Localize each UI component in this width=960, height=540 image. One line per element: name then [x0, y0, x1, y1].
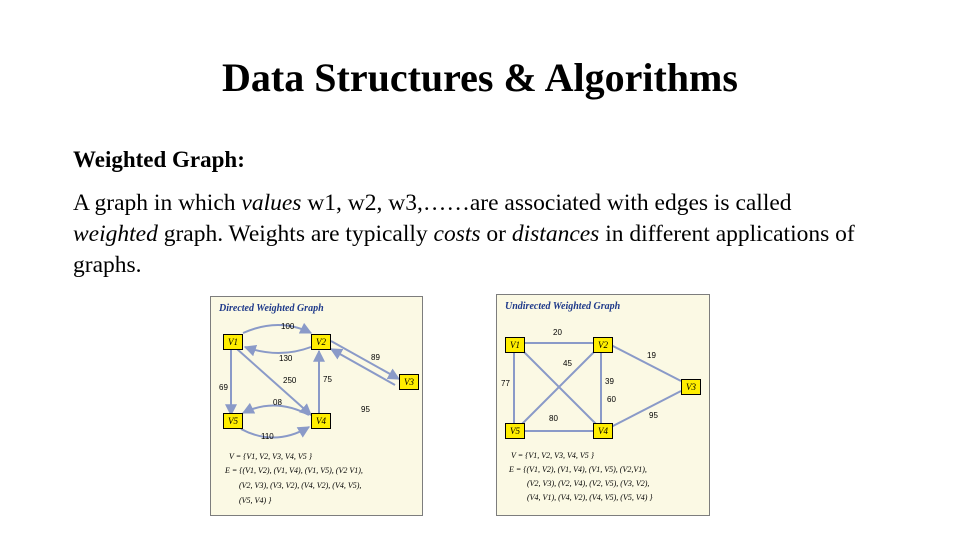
- edge-v3-v2: [331, 349, 395, 385]
- edge-v2-v3: [611, 345, 681, 381]
- edge-v4-v3: [611, 391, 681, 427]
- edge-set-line: (V2, V3), (V3, V2), (V4, V2), (V4, V5),: [239, 481, 362, 490]
- weight-label: 75: [323, 375, 332, 384]
- definition-paragraph: [73, 188, 873, 281]
- weight-label: 95: [361, 405, 370, 414]
- weight-label: 39: [605, 377, 614, 386]
- directed-graph-figure: [210, 296, 423, 516]
- edge-v2-v1: [245, 347, 311, 353]
- weight-label: 69: [219, 383, 228, 392]
- vertex-set: V = {V1, V2, V3, V4, V5 }: [511, 451, 594, 460]
- edge-set-line: (V4, V1), (V4, V2), (V4, V5), (V5, V4) }: [527, 493, 653, 502]
- edge-set-line: E = {(V1, V2), (V1, V4), (V1, V5), (V2,V1),: [509, 465, 647, 474]
- node-v4: V4: [593, 423, 613, 439]
- edge-v1-v2: [243, 325, 311, 333]
- weight-label: 19: [647, 351, 656, 360]
- para-emph-distances: distances: [511, 221, 600, 247]
- weight-label: 250: [283, 376, 297, 385]
- para-text-4: or: [480, 221, 512, 247]
- para-text-2: w1, w2, w3,……are associated with edges is called: [301, 190, 792, 216]
- weight-label: 80: [549, 414, 558, 423]
- weight-label: 60: [607, 395, 616, 404]
- vertex-set: V = {V1, V2, V3, V4, V5 }: [229, 452, 312, 461]
- edge-set-line: (V5, V4) }: [239, 496, 272, 505]
- edge-v1-v4: [523, 351, 597, 425]
- edge-v2-v5: [521, 351, 595, 425]
- node-v3: V3: [399, 374, 419, 390]
- para-text-1: A graph in which: [73, 190, 242, 216]
- weight-label: 89: [371, 353, 380, 362]
- node-v2: V2: [311, 334, 331, 350]
- weight-label: 08: [273, 398, 282, 407]
- node-v5: V5: [223, 413, 243, 429]
- edge-v5-v4: [241, 427, 309, 438]
- node-v2: V2: [593, 337, 613, 353]
- para-text-5: in different applications of graphs.: [73, 221, 855, 278]
- undirected-graph-figure: [496, 294, 710, 516]
- weight-label: 130: [279, 354, 293, 363]
- weight-label: 20: [553, 328, 562, 337]
- node-v1: V1: [505, 337, 525, 353]
- para-emph-weighted: weighted: [73, 221, 158, 247]
- node-v3: V3: [681, 379, 701, 395]
- edge-v2-v3: [331, 341, 399, 379]
- para-emph-costs: costs: [433, 221, 481, 247]
- node-v1: V1: [223, 334, 243, 350]
- para-emph-values: values: [241, 190, 302, 216]
- weight-label: 100: [281, 322, 295, 331]
- node-v4: V4: [311, 413, 331, 429]
- directed-graph-title: Directed Weighted Graph: [219, 303, 324, 314]
- weight-label: 95: [649, 411, 658, 420]
- undirected-graph-title: Undirected Weighted Graph: [505, 301, 621, 312]
- slide-title: Data Structures & Algorithms: [222, 55, 738, 100]
- weight-label: 45: [563, 359, 572, 368]
- section-heading: Weighted Graph:: [73, 147, 245, 172]
- node-v5: V5: [505, 423, 525, 439]
- edge-set-line: (V2, V3), (V2, V4), (V2, V5), (V3, V2),: [527, 479, 650, 488]
- weight-label: 110: [261, 432, 274, 441]
- para-text-3: graph. Weights are typically: [157, 221, 434, 247]
- weight-label: 77: [501, 379, 510, 388]
- edge-set-line: E = {(V1, V2), (V1, V4), (V1, V5), (V2 V1),: [225, 466, 363, 475]
